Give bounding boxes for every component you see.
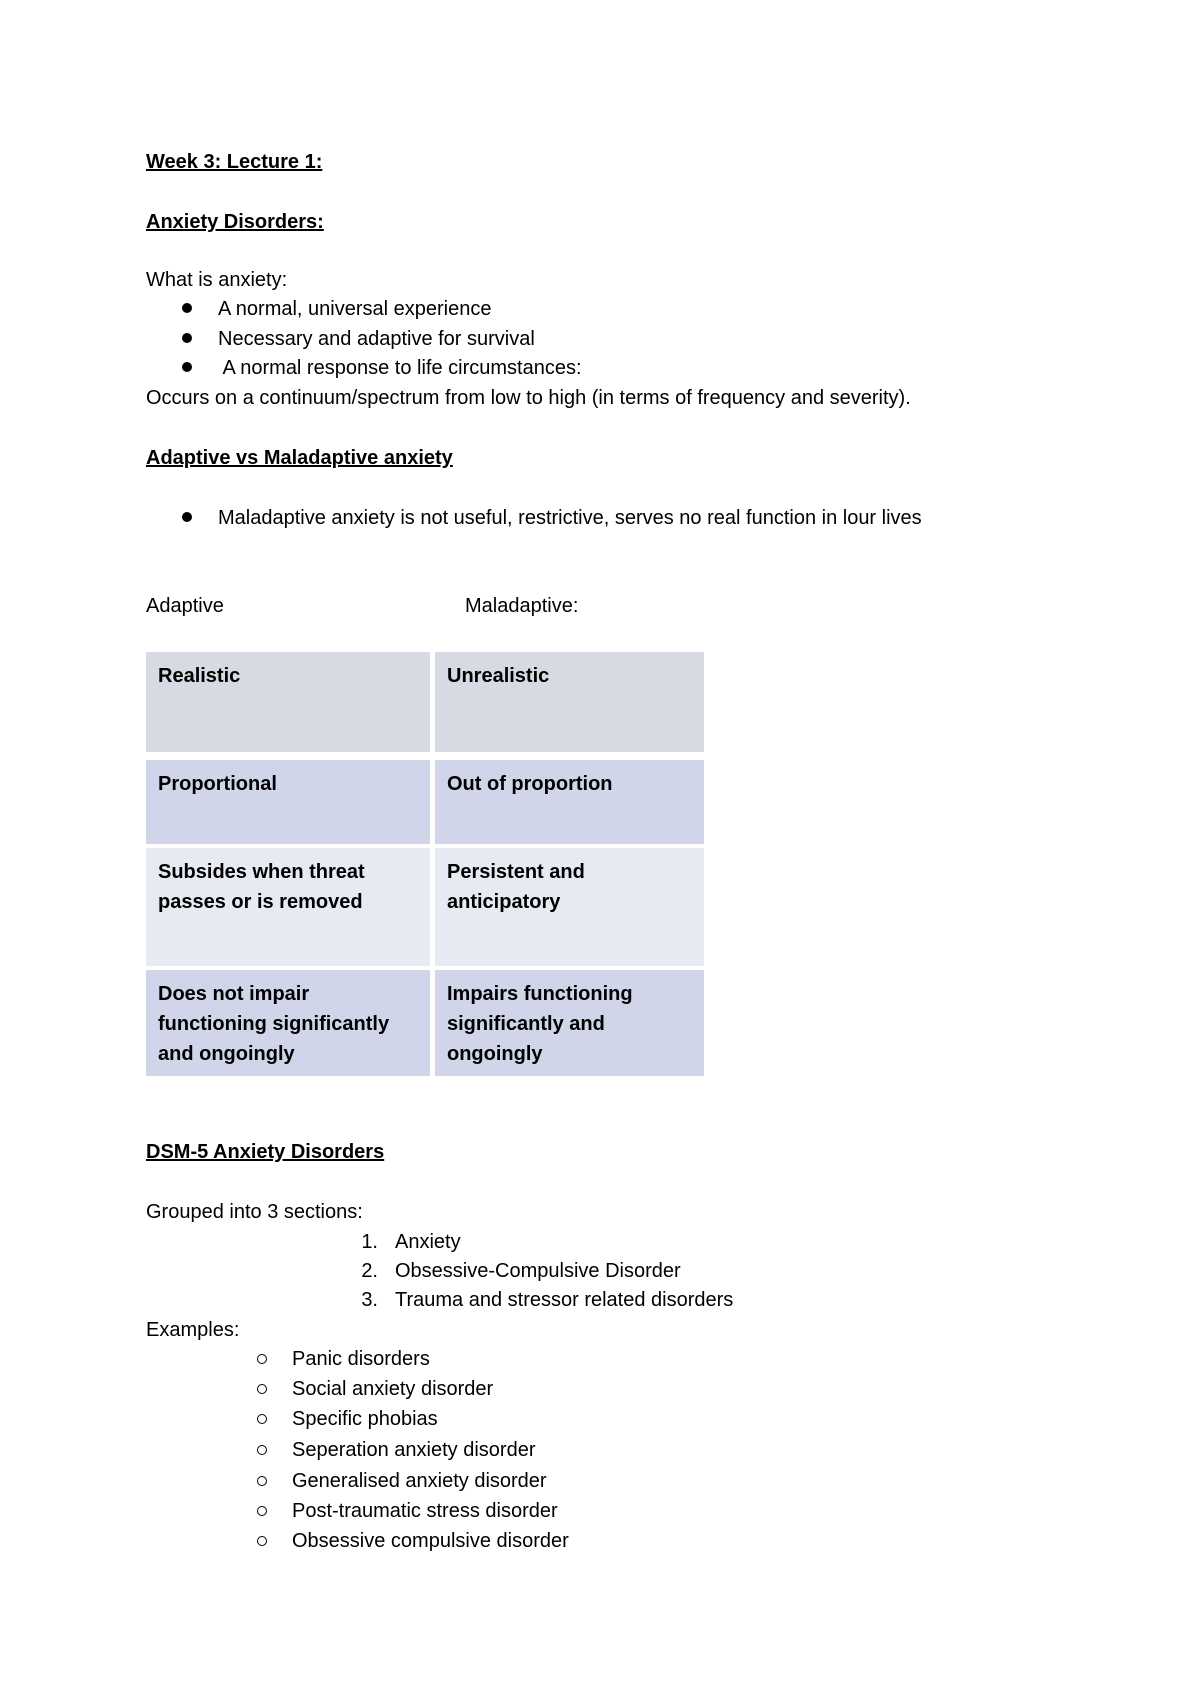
list-item: Social anxiety disorder xyxy=(292,1378,494,1400)
table-cell: Proportional xyxy=(146,760,430,844)
circle-bullet-icon xyxy=(257,1536,267,1546)
list-number: 3. xyxy=(361,1289,378,1311)
bullet-icon xyxy=(182,303,192,313)
circle-bullet-icon xyxy=(257,1445,267,1455)
circle-bullet-icon xyxy=(257,1476,267,1486)
list-item: Obsessive compulsive disorder xyxy=(292,1530,569,1552)
section-heading-dsm5: DSM-5 Anxiety Disorders xyxy=(146,1141,385,1163)
examples-label: Examples: xyxy=(146,1319,240,1341)
list-item: Generalised anxiety disorder xyxy=(292,1470,547,1492)
table-cell: Subsides when threat passes or is removed xyxy=(146,848,430,966)
list-item: Panic disorders xyxy=(292,1348,430,1370)
list-item: A normal response to life circumstances: xyxy=(218,357,582,379)
circle-bullet-icon xyxy=(257,1414,267,1424)
bullet-icon xyxy=(182,362,192,372)
grouped-label: Grouped into 3 sections: xyxy=(146,1201,363,1223)
bullet-icon xyxy=(182,333,192,343)
circle-bullet-icon xyxy=(257,1506,267,1516)
list-item: Obsessive-Compulsive Disorder xyxy=(395,1260,681,1282)
table-cell: Impairs functioning significantly and ongoingly xyxy=(435,970,704,1076)
list-item: Trauma and stressor related disorders xyxy=(395,1289,734,1311)
table-cell: Unrealistic xyxy=(435,652,704,752)
table-cell: Out of proportion xyxy=(435,760,704,844)
section-heading-anxiety-disorders: Anxiety Disorders: xyxy=(146,211,324,233)
circle-bullet-icon xyxy=(257,1384,267,1394)
what-is-anxiety-label: What is anxiety: xyxy=(146,269,288,291)
circle-bullet-icon xyxy=(257,1354,267,1364)
list-item: Seperation anxiety disorder xyxy=(292,1439,536,1461)
section-heading-adaptive-vs-maladaptive: Adaptive vs Maladaptive anxiety xyxy=(146,447,453,469)
column-label-maladaptive: Maladaptive: xyxy=(465,595,579,617)
list-item: Necessary and adaptive for survival xyxy=(218,328,535,350)
list-number: 1. xyxy=(361,1231,378,1253)
list-item: Post-traumatic stress disorder xyxy=(292,1500,558,1522)
table-cell: Persistent and anticipatory xyxy=(435,848,704,966)
column-label-adaptive: Adaptive xyxy=(146,595,224,617)
table-cell: Realistic xyxy=(146,652,430,752)
list-number: 2. xyxy=(361,1260,378,1282)
list-item: A normal, universal experience xyxy=(218,298,492,320)
list-item: Anxiety xyxy=(395,1231,461,1253)
page-title: Week 3: Lecture 1: xyxy=(146,151,323,173)
list-item: Specific phobias xyxy=(292,1408,438,1430)
list-item: Maladaptive anxiety is not useful, restrictive, serves no real function in lour lives xyxy=(218,507,922,529)
bullet-icon xyxy=(182,512,192,522)
continuum-text: Occurs on a continuum/spectrum from low to high (in terms of frequency and severity). xyxy=(146,387,911,409)
table-cell: Does not impair functioning significantly and ongoingly xyxy=(146,970,430,1076)
